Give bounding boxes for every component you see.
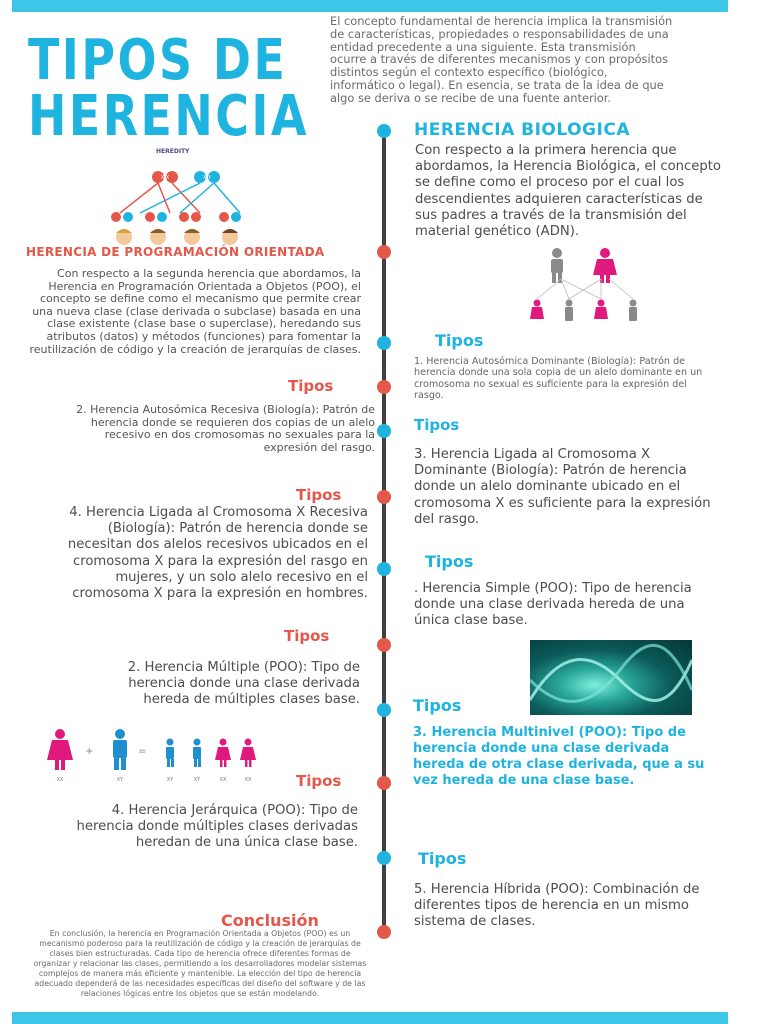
timeline-dot bbox=[377, 424, 391, 438]
timeline-dot bbox=[377, 776, 391, 790]
dna-image bbox=[530, 640, 692, 715]
tipos-label: Tipos bbox=[418, 849, 467, 868]
jerarquica-text: 4. Herencia Jerárquica (POO): Tipo de herencia donde múltiples clases derivadas heredan de una única clase base. bbox=[76, 803, 358, 851]
tipos-label: Tipos bbox=[288, 377, 334, 395]
timeline-dot bbox=[377, 490, 391, 504]
svg-text:XY: XY bbox=[193, 777, 201, 783]
tipos-label: Tipos bbox=[414, 416, 460, 434]
hibrida-text: 5. Herencia Híbrida (POO): Combinación de diferentes tipos de herencia en un mismo sistema de clases. bbox=[414, 882, 700, 930]
heredity-diagram bbox=[100, 145, 260, 245]
svg-text:XX: XX bbox=[56, 777, 64, 783]
timeline-dot bbox=[377, 562, 391, 576]
heredity-label: HEREDITY bbox=[156, 148, 190, 155]
timeline-dot bbox=[377, 245, 391, 259]
svg-text:XX: XX bbox=[219, 777, 227, 783]
type-2-text: 2. Herencia Autosómica Recesiva (Biología): Patrón de herencia donde se requieren dos copias de un alelo recesivo en dos cromosomas no sexuales para la expresión del rasgo. bbox=[76, 403, 375, 454]
pedigree-diagram bbox=[525, 243, 655, 325]
type-3-text: 3. Herencia Ligada al Cromosoma X Dominante (Biología): Patrón de herencia donde un alelo dominante ubicado en el cromosoma X es suficiente para la expresión del rasgo. bbox=[414, 447, 711, 527]
type-1-text: 1. Herencia Autosómica Dominante (Biología): Patrón de herencia donde una sola copia de un alelo dominante en un cromosoma no sexual es suficiente para la expresión del rasgo. bbox=[414, 356, 703, 402]
simple-text: . Herencia Simple (POO): Tipo de herencia donde una clase derivada hereda de una única clase base. bbox=[414, 581, 692, 629]
timeline-dot bbox=[377, 380, 391, 394]
tipos-label: Tipos bbox=[435, 331, 484, 350]
timeline-dot bbox=[377, 925, 391, 939]
poo-text: Con respecto a la segunda herencia que abordamos, la Herencia en Programación Orientada a Objetos (POO), el concepto se define como el mecanismo que permite crear una nueva clase (clase derivada o subclase) basada en una clase existente (clase base o superclase), heredando sus atributos (datos) y métodos (funciones) para fomentar la reutilización de código y la creación de jerarquías de clases. bbox=[29, 267, 361, 356]
multiple-text: 2. Herencia Múltiple (POO): Tipo de herencia donde una clase derivada hereda de múltiples clases base. bbox=[127, 660, 360, 708]
page-title-line2: HERENCIA bbox=[28, 84, 309, 149]
svg-text:X Y: X Y bbox=[202, 175, 212, 181]
conclusion-heading: Conclusión bbox=[221, 911, 319, 930]
tipos-label: Tipos bbox=[425, 552, 474, 571]
svg-text:XY: XY bbox=[166, 777, 174, 783]
bio-text: Con respecto a la primera herencia que abordamos, la Herencia Biológica, el concepto se define como el proceso por el cual los descendientes adquieren características de sus padres a través de la transmisión del material genético (ADN). bbox=[415, 143, 721, 240]
multinivel-text: 3. Herencia Multinivel (POO): Tipo de herencia donde una clase derivada hereda de otra clase derivada, que a su vez hereda de una clase base. bbox=[413, 725, 705, 788]
top-bar bbox=[12, 0, 728, 12]
svg-text:=: = bbox=[138, 746, 147, 757]
tipos-label: Tipos bbox=[296, 772, 342, 790]
timeline-dot bbox=[377, 703, 391, 717]
conclusion-text: En conclusión, la herencia en Programación Orientada a Objetos (POO) es un mecanismo poderoso para la reutilización de código y la creación de jerarquías de clases bien estructuradas. Cada tipo de herencia ofrece diferentes formas de organizar y relacionar las clases, permitiendo a los desarrolladores modelar sistemas complejos de manera más eficiente y mantenible. La elección del tipo de herencia adecuado dependerá de las necesidades específicas del diseño del software y de las relaciones lógicas entre los objetos que se están modelando. bbox=[33, 929, 367, 998]
timeline-dot bbox=[377, 851, 391, 865]
timeline-dot bbox=[377, 124, 391, 138]
bottom-bar bbox=[12, 1012, 728, 1024]
page-title-line1: TIPOS DE bbox=[28, 28, 288, 93]
svg-text:XX: XX bbox=[244, 777, 252, 783]
family-diagram bbox=[40, 728, 270, 784]
svg-text:XY: XY bbox=[116, 777, 124, 783]
timeline-dot bbox=[377, 638, 391, 652]
bio-heading: HERENCIA BIOLOGICA bbox=[414, 120, 630, 140]
timeline-dot bbox=[377, 336, 391, 350]
type-4-text: 4. Herencia Ligada al Cromosoma X Recesiva (Biología): Patrón de herencia donde se necesitan dos alelos recesivos ubicados en el cromosoma X para la expresión del rasgo en mujeres, y un solo alelo recesivo en el cromosoma X para la expresión en hombres. bbox=[67, 505, 368, 602]
tipos-label: Tipos bbox=[284, 627, 330, 645]
tipos-label: Tipos bbox=[413, 696, 462, 715]
poo-heading: HERENCIA DE PROGRAMACIÓN ORIENTADA bbox=[26, 245, 325, 259]
svg-text:X X: X X bbox=[160, 175, 170, 181]
tipos-label: Tipos bbox=[296, 486, 342, 504]
svg-text:+: + bbox=[85, 746, 94, 757]
intro-text: El concepto fundamental de herencia implica la transmisión de características, propiedades o responsabilidades de una entidad precedente a una siguiente. Esta transmisión ocurre a través de diferentes mecanismos y con propósitos distintos según el contexto específico (biológico, informático o legal). En esencia, se trata de la idea de que algo se deriva o se recibe de una fuente anterior. bbox=[330, 14, 673, 105]
